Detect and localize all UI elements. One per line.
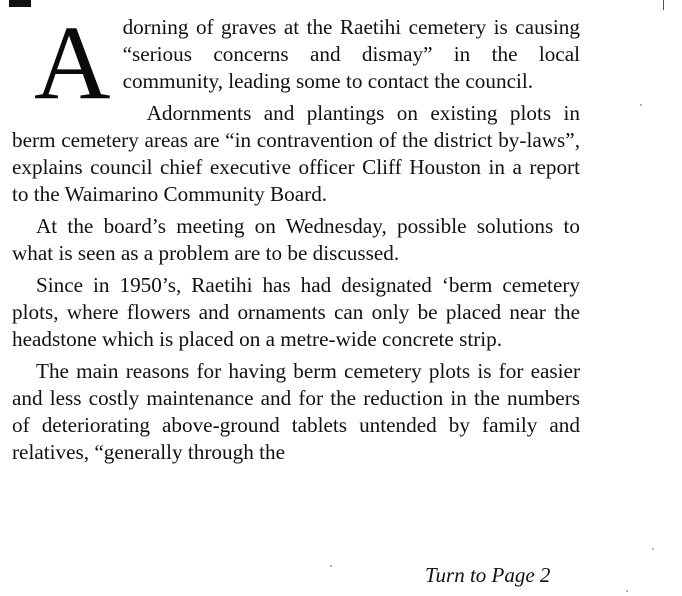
- print-speck: [640, 104, 642, 106]
- print-speck: [330, 565, 332, 567]
- paragraph-berm-plots-history: Since in 1950’s, Raetihi has had designated ‘berm cemetery plots, where flowers and ornaments can only be placed near the headstone which is placed on a metre-wide concrete strip.: [12, 273, 580, 351]
- lead-paragraph: [12, 4, 580, 121]
- column-edge-mark: [663, 0, 664, 10]
- paragraph-board-meeting: At the board’s meeting on Wednesday, possible solutions to what is seen as a problem are to be discussed.: [12, 214, 580, 265]
- article-body: [12, 4, 580, 466]
- drop-cap: A: [34, 4, 111, 121]
- continuation-note: Turn to Page 2: [425, 563, 551, 587]
- paragraph-maintenance-reasons: The main reasons for having berm cemetery plots is for easier and less costly maintenance and for the reduction in the numbers of deteriorating above-ground tablets untended by family and relatives, “generally through the: [12, 359, 580, 464]
- print-speck: [652, 548, 654, 550]
- print-speck: [626, 590, 628, 592]
- column-rule: [9, 0, 31, 7]
- paragraph-bylaws: Adornments and plantings on existing plots in berm cemetery areas are “in contravention of the district by-laws”, explains council chief executive officer Cliff Houston in a report to the Waimarino Community Board.: [12, 101, 580, 206]
- lead-text: dorning of graves at the Raetihi cemetery is causing “serious concerns and dismay” in the local community, leading some to contact the council.: [122, 15, 580, 93]
